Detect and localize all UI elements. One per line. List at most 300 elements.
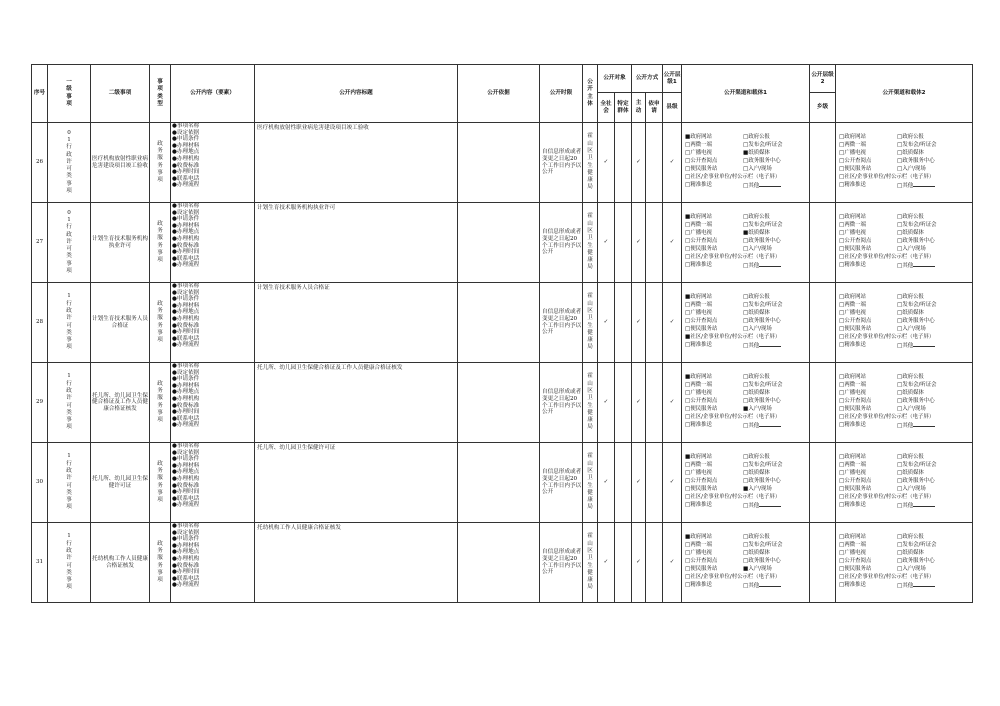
channel-option	[685, 150, 743, 158]
element-label: 事项名称	[176, 123, 200, 129]
row-method-request	[646, 283, 663, 363]
channel-label: 其他	[902, 262, 914, 269]
element-label: 办理材料	[176, 382, 200, 389]
channel-option	[897, 246, 973, 254]
checkbox-icon: □	[897, 485, 903, 492]
channel-option	[685, 262, 743, 271]
checkbox-icon: □	[839, 581, 845, 588]
channel-option	[839, 150, 897, 158]
element-label: 办理时间	[176, 489, 200, 496]
channel-option	[839, 558, 897, 566]
channel-label: 公开查阅点	[690, 558, 718, 565]
channel-label: 政务服务中心	[748, 158, 781, 165]
checkbox-icon: □	[685, 173, 691, 180]
channel-label: 政务服务中心	[748, 558, 781, 565]
row-subject: 霍山区卫生健康局	[583, 203, 598, 283]
channel-label: 广播电视	[844, 550, 866, 557]
channel-option	[897, 582, 973, 591]
bullet-icon: ●	[172, 449, 177, 456]
header-title: 公开内容标题	[255, 65, 458, 123]
checkbox-icon: □	[685, 165, 691, 172]
channel-label: 便民服务站	[690, 485, 718, 492]
element-label: 事项名称	[176, 203, 200, 209]
bullet-icon: ●	[172, 249, 177, 256]
channel-label: 其他	[902, 582, 914, 589]
checkbox-icon: □	[897, 558, 903, 565]
channel-label: 入户/现场	[748, 565, 772, 572]
element-label: 联系电话	[176, 415, 200, 422]
checkbox-icon: □	[839, 238, 845, 245]
element-label: 办理时间	[176, 409, 200, 416]
channel-option	[897, 462, 973, 470]
channel-label: 公开查阅点	[690, 478, 718, 485]
channel-label: 精准推送	[690, 181, 712, 188]
channel-option	[897, 406, 973, 414]
checkbox-icon: ■	[685, 294, 691, 301]
bullet-icon: ●	[172, 443, 177, 449]
row-channels1	[682, 203, 810, 283]
row-level1: 1行政许可类事项	[48, 523, 91, 603]
element-item	[172, 229, 254, 236]
element-label: 办理材料	[176, 462, 200, 469]
channel-label: 政务服务中心	[902, 558, 935, 565]
channel-label: 两微一端	[690, 222, 712, 229]
channel-option	[897, 134, 973, 142]
channel-label: 精准推送	[844, 341, 866, 348]
checkbox-icon: □	[743, 294, 749, 301]
blank-line	[913, 182, 935, 187]
element-label: 办理流程	[176, 182, 200, 189]
channel-option	[685, 318, 743, 326]
channel-option	[685, 182, 743, 191]
bullet-icon: ●	[172, 123, 177, 129]
channel-option	[897, 318, 973, 326]
row-seq: 29	[32, 363, 48, 443]
channel-label: 两微一端	[844, 542, 866, 549]
row-period: 自信息形成或者变更之日起20个工作日内予以公开	[540, 443, 583, 523]
row-target-specific	[615, 363, 632, 443]
row-level2: 医疗机构放射性职业病危害建设项目竣工验收	[91, 123, 150, 203]
channel-label: 精准推送	[844, 581, 866, 588]
element-item	[172, 469, 254, 476]
checkbox-icon: □	[839, 405, 845, 412]
bullet-icon: ●	[172, 569, 177, 576]
checkbox-icon: □	[839, 245, 845, 252]
checkbox-icon: ■	[685, 454, 691, 461]
checkbox-icon: □	[897, 142, 903, 149]
channel-option	[685, 374, 743, 382]
channel-option	[839, 318, 897, 326]
channel-option-community	[839, 334, 973, 342]
bullet-icon: ●	[172, 529, 177, 536]
channel-option	[743, 238, 810, 246]
bullet-icon: ●	[172, 389, 177, 396]
channel-option-community	[685, 174, 810, 182]
bullet-icon: ●	[172, 456, 177, 463]
checkbox-icon: □	[685, 421, 691, 428]
element-label: 收费标准	[176, 482, 200, 489]
element-item	[172, 136, 254, 143]
checkbox-icon: □	[685, 382, 691, 389]
blank-line	[759, 422, 781, 427]
element-item	[172, 389, 254, 396]
channel-list	[836, 294, 972, 351]
checkbox-icon: □	[839, 421, 845, 428]
channel-label: 入户/现场	[748, 405, 772, 412]
channel-option	[897, 214, 973, 222]
checkbox-icon: □	[839, 382, 845, 389]
checkbox-icon: □	[897, 550, 903, 557]
row-method-active: ✓	[632, 363, 646, 443]
bullet-icon: ●	[172, 415, 177, 422]
element-item	[172, 149, 254, 156]
checkbox-icon: □	[685, 238, 691, 245]
channel-label: 广播电视	[690, 150, 712, 157]
checkbox-icon: □	[743, 142, 749, 149]
channel-option	[897, 454, 973, 462]
channel-label: 政府网站	[844, 294, 866, 301]
row-seq: 30	[32, 443, 48, 523]
checkbox-icon: □	[897, 294, 903, 301]
checkbox-icon: □	[743, 374, 749, 381]
channel-label: 公开查阅点	[844, 398, 872, 405]
bullet-icon: ●	[172, 422, 177, 429]
channel-label: 社区/企事业单位/村公示栏（电子屏）	[690, 493, 781, 500]
channel-label: 其他	[902, 502, 914, 509]
checkbox-icon: □	[685, 558, 691, 565]
channel-label: 社区/企事业单位/村公示栏（电子屏）	[690, 333, 781, 340]
channel-option	[685, 246, 743, 254]
row-method-active: ✓	[632, 523, 646, 603]
row-basis	[458, 203, 540, 283]
channel-label: 便民服务站	[844, 565, 872, 572]
element-item	[172, 396, 254, 403]
element-item	[172, 523, 254, 530]
channel-option	[743, 422, 810, 431]
element-label: 办理机构	[176, 395, 200, 402]
row-target-all: ✓	[598, 123, 615, 203]
row-type: 政务服务事项	[150, 123, 171, 203]
element-label: 申请条件	[176, 376, 200, 383]
checkbox-icon: □	[897, 502, 903, 509]
checkbox-icon: □	[897, 422, 903, 429]
row-method-request	[646, 443, 663, 523]
channel-label: 纸质媒体	[748, 390, 770, 397]
channel-label: 其他	[748, 262, 760, 269]
channel-label: 社区/企事业单位/村公示栏（电子屏）	[844, 413, 935, 420]
channel-option-community	[685, 334, 810, 342]
checkbox-icon: □	[685, 253, 691, 260]
channel-list	[836, 454, 972, 511]
channel-label: 纸质媒体	[748, 550, 770, 557]
channel-label: 社区/企事业单位/村公示栏（电子屏）	[844, 253, 935, 260]
checkbox-icon: □	[685, 413, 691, 420]
channel-label: 公开查阅点	[690, 238, 718, 245]
checkbox-icon: □	[685, 573, 691, 580]
checkbox-icon: □	[839, 462, 845, 469]
row-level2: 托儿所、幼儿园卫生保健合格证及工作人员健康合格证核发	[91, 363, 150, 443]
checkbox-icon: □	[897, 230, 903, 237]
element-label: 办理时间	[176, 169, 200, 176]
row-subject: 霍山区卫生健康局	[583, 363, 598, 443]
channel-label: 政府网站	[844, 534, 866, 541]
channel-label: 其他	[748, 342, 760, 349]
channel-option	[685, 398, 743, 406]
channel-option	[743, 302, 810, 310]
table-row	[32, 523, 973, 603]
bullet-icon: ●	[172, 489, 177, 496]
checkbox-icon: □	[685, 501, 691, 508]
checkbox-icon: □	[897, 534, 903, 541]
header-level1-label: 公开层级1	[663, 65, 682, 93]
checkbox-icon: □	[743, 534, 749, 541]
channel-option	[839, 566, 897, 574]
channel-option	[743, 134, 810, 142]
checkbox-icon: ■	[685, 534, 691, 541]
channel-option	[685, 462, 743, 470]
checkbox-icon: □	[685, 470, 691, 477]
header-method-request: 依申请	[646, 93, 663, 123]
element-label: 申请条件	[176, 136, 200, 143]
row-target-all: ✓	[598, 363, 615, 443]
header-target-specific: 特定群体	[615, 93, 632, 123]
row-target-all: ✓	[598, 523, 615, 603]
channel-label: 精准推送	[690, 501, 712, 508]
row-method-active: ✓	[632, 203, 646, 283]
checkbox-icon: □	[685, 550, 691, 557]
element-label: 收费标准	[176, 562, 200, 569]
channel-option	[743, 502, 810, 511]
channel-option	[743, 550, 810, 558]
bullet-icon: ●	[172, 309, 177, 316]
row-elements	[171, 123, 255, 203]
row-seq: 26	[32, 123, 48, 203]
element-label: 设定依据	[176, 129, 200, 136]
bullet-icon: ●	[172, 315, 177, 322]
bullet-icon: ●	[172, 216, 177, 223]
row-township	[810, 443, 836, 523]
header-township: 乡级	[810, 93, 836, 123]
bullet-icon: ●	[172, 175, 177, 182]
channel-option	[839, 390, 897, 398]
channel-option	[897, 558, 973, 566]
table-row	[32, 363, 973, 443]
checkbox-icon: □	[685, 493, 691, 500]
row-title: 医疗机构放射性职业病危害建设项目竣工验收	[255, 123, 458, 203]
blank-line	[759, 262, 781, 267]
bullet-icon: ●	[172, 495, 177, 502]
channel-option	[839, 550, 897, 558]
checkbox-icon: □	[839, 214, 845, 221]
checkbox-icon: ■	[743, 230, 749, 237]
checkbox-icon: □	[685, 245, 691, 252]
element-label: 事项名称	[176, 523, 200, 529]
element-item	[172, 216, 254, 223]
checkbox-icon: □	[743, 470, 749, 477]
checkbox-icon: □	[685, 150, 691, 157]
element-item	[172, 489, 254, 496]
channel-label: 广播电视	[844, 390, 866, 397]
bullet-icon: ●	[172, 462, 177, 469]
checkbox-icon: □	[897, 318, 903, 325]
bullet-icon: ●	[172, 575, 177, 582]
channel-label: 广播电视	[844, 470, 866, 477]
channel-label: 其他	[748, 502, 760, 509]
checkbox-icon: □	[685, 318, 691, 325]
row-period: 自信息形成或者变更之日起20个工作日内予以公开	[540, 203, 583, 283]
channel-label: 广播电视	[844, 230, 866, 237]
channel-label: 政务服务中心	[902, 238, 935, 245]
channel-label: 发布会/听证会	[748, 542, 783, 549]
channel-label: 便民服务站	[844, 485, 872, 492]
checkbox-icon: □	[743, 318, 749, 325]
checkbox-icon: □	[743, 158, 749, 165]
channel-option	[897, 550, 973, 558]
channel-label: 发布会/听证会	[748, 222, 783, 229]
row-channels2	[836, 203, 973, 283]
checkbox-icon: □	[685, 398, 691, 405]
bullet-icon: ●	[172, 342, 177, 349]
channel-label: 其他	[748, 582, 760, 589]
header-target: 公开对象	[598, 65, 632, 93]
bullet-icon: ●	[172, 549, 177, 556]
channel-option	[897, 166, 973, 174]
channel-label: 便民服务站	[844, 405, 872, 412]
channel-option-community	[839, 494, 973, 502]
element-label: 办理流程	[176, 582, 200, 589]
row-seq: 28	[32, 283, 48, 363]
checkbox-icon: □	[743, 542, 749, 549]
channel-label: 便民服务站	[844, 245, 872, 252]
channel-option	[743, 294, 810, 302]
channel-option	[839, 470, 897, 478]
element-item	[172, 123, 254, 130]
channel-label: 入户/现场	[902, 165, 926, 172]
channel-label: 政务服务中心	[902, 478, 935, 485]
element-item	[172, 236, 254, 243]
element-item	[172, 582, 254, 589]
row-method-request	[646, 203, 663, 283]
channel-option	[743, 246, 810, 254]
row-elements	[171, 523, 255, 603]
channel-label: 政府公报	[902, 534, 924, 541]
channel-label: 两微一端	[844, 222, 866, 229]
row-basis	[458, 363, 540, 443]
row-elements	[171, 203, 255, 283]
channel-option-community	[685, 494, 810, 502]
channel-option	[839, 454, 897, 462]
checkbox-icon: □	[743, 422, 749, 429]
row-period: 自信息形成或者变更之日起20个工作日内予以公开	[540, 123, 583, 203]
channel-label: 其他	[748, 182, 760, 189]
checkbox-icon: □	[685, 565, 691, 572]
checkbox-icon: □	[839, 318, 845, 325]
channel-option	[897, 342, 973, 351]
row-county: ✓	[663, 203, 682, 283]
bullet-icon: ●	[172, 335, 177, 342]
row-target-all: ✓	[598, 203, 615, 283]
bullet-icon: ●	[172, 129, 177, 136]
channel-label: 广播电视	[690, 390, 712, 397]
channel-label: 广播电视	[690, 550, 712, 557]
channel-option	[743, 374, 810, 382]
channel-option	[839, 326, 897, 334]
element-label: 收费标准	[176, 402, 200, 409]
channel-option	[743, 470, 810, 478]
channel-list	[836, 374, 972, 431]
channel-option	[839, 158, 897, 166]
row-elements	[171, 443, 255, 523]
bullet-icon: ●	[172, 402, 177, 409]
channel-label: 政务服务中心	[902, 398, 935, 405]
channel-option	[897, 294, 973, 302]
row-target-specific	[615, 283, 632, 363]
checkbox-icon: □	[743, 582, 749, 589]
element-item	[172, 182, 254, 189]
checkbox-icon: □	[685, 390, 691, 397]
header-method-active: 主动	[632, 93, 646, 123]
row-county: ✓	[663, 363, 682, 443]
blank-line	[913, 262, 935, 267]
row-channels1	[682, 123, 810, 203]
channel-label: 精准推送	[690, 421, 712, 428]
channel-list	[682, 374, 809, 431]
row-channels2	[836, 283, 973, 363]
channel-option	[685, 542, 743, 550]
channel-option-community	[685, 254, 810, 262]
channel-label: 政府网站	[690, 214, 712, 221]
checkbox-icon: □	[897, 302, 903, 309]
element-label: 办理地点	[176, 309, 200, 316]
row-subject: 霍山区卫生健康局	[583, 283, 598, 363]
channel-option	[897, 310, 973, 318]
bullet-icon: ●	[172, 409, 177, 416]
checkbox-icon: □	[839, 253, 845, 260]
checkbox-icon: □	[897, 214, 903, 221]
checkbox-icon: □	[897, 262, 903, 269]
blank-line	[913, 582, 935, 587]
channel-label: 入户/现场	[902, 405, 926, 412]
channel-option	[685, 406, 743, 414]
channel-label: 广播电视	[690, 230, 712, 237]
channel-label: 入户/现场	[748, 325, 772, 332]
channel-label: 政府公报	[748, 294, 770, 301]
checkbox-icon: □	[839, 230, 845, 237]
channel-label: 其他	[902, 182, 914, 189]
channel-option	[839, 462, 897, 470]
channel-option	[685, 238, 743, 246]
channel-option	[743, 558, 810, 566]
header-type: 事项类型	[150, 65, 171, 123]
bullet-icon: ●	[172, 262, 177, 269]
element-label: 事项名称	[176, 443, 200, 449]
row-level2: 计划生育技术服务人员合格证	[91, 283, 150, 363]
channel-option	[897, 182, 973, 191]
header-period: 公开时限	[540, 65, 583, 123]
channel-option	[685, 134, 743, 142]
channel-option	[685, 486, 743, 494]
checkbox-icon: □	[897, 382, 903, 389]
channel-option-community	[839, 254, 973, 262]
element-item	[172, 169, 254, 176]
channel-option	[743, 398, 810, 406]
channel-option	[685, 478, 743, 486]
channel-option	[897, 142, 973, 150]
bullet-icon: ●	[172, 142, 177, 149]
channel-label: 其他	[902, 342, 914, 349]
bullet-icon: ●	[172, 523, 177, 529]
row-channels2	[836, 363, 973, 443]
